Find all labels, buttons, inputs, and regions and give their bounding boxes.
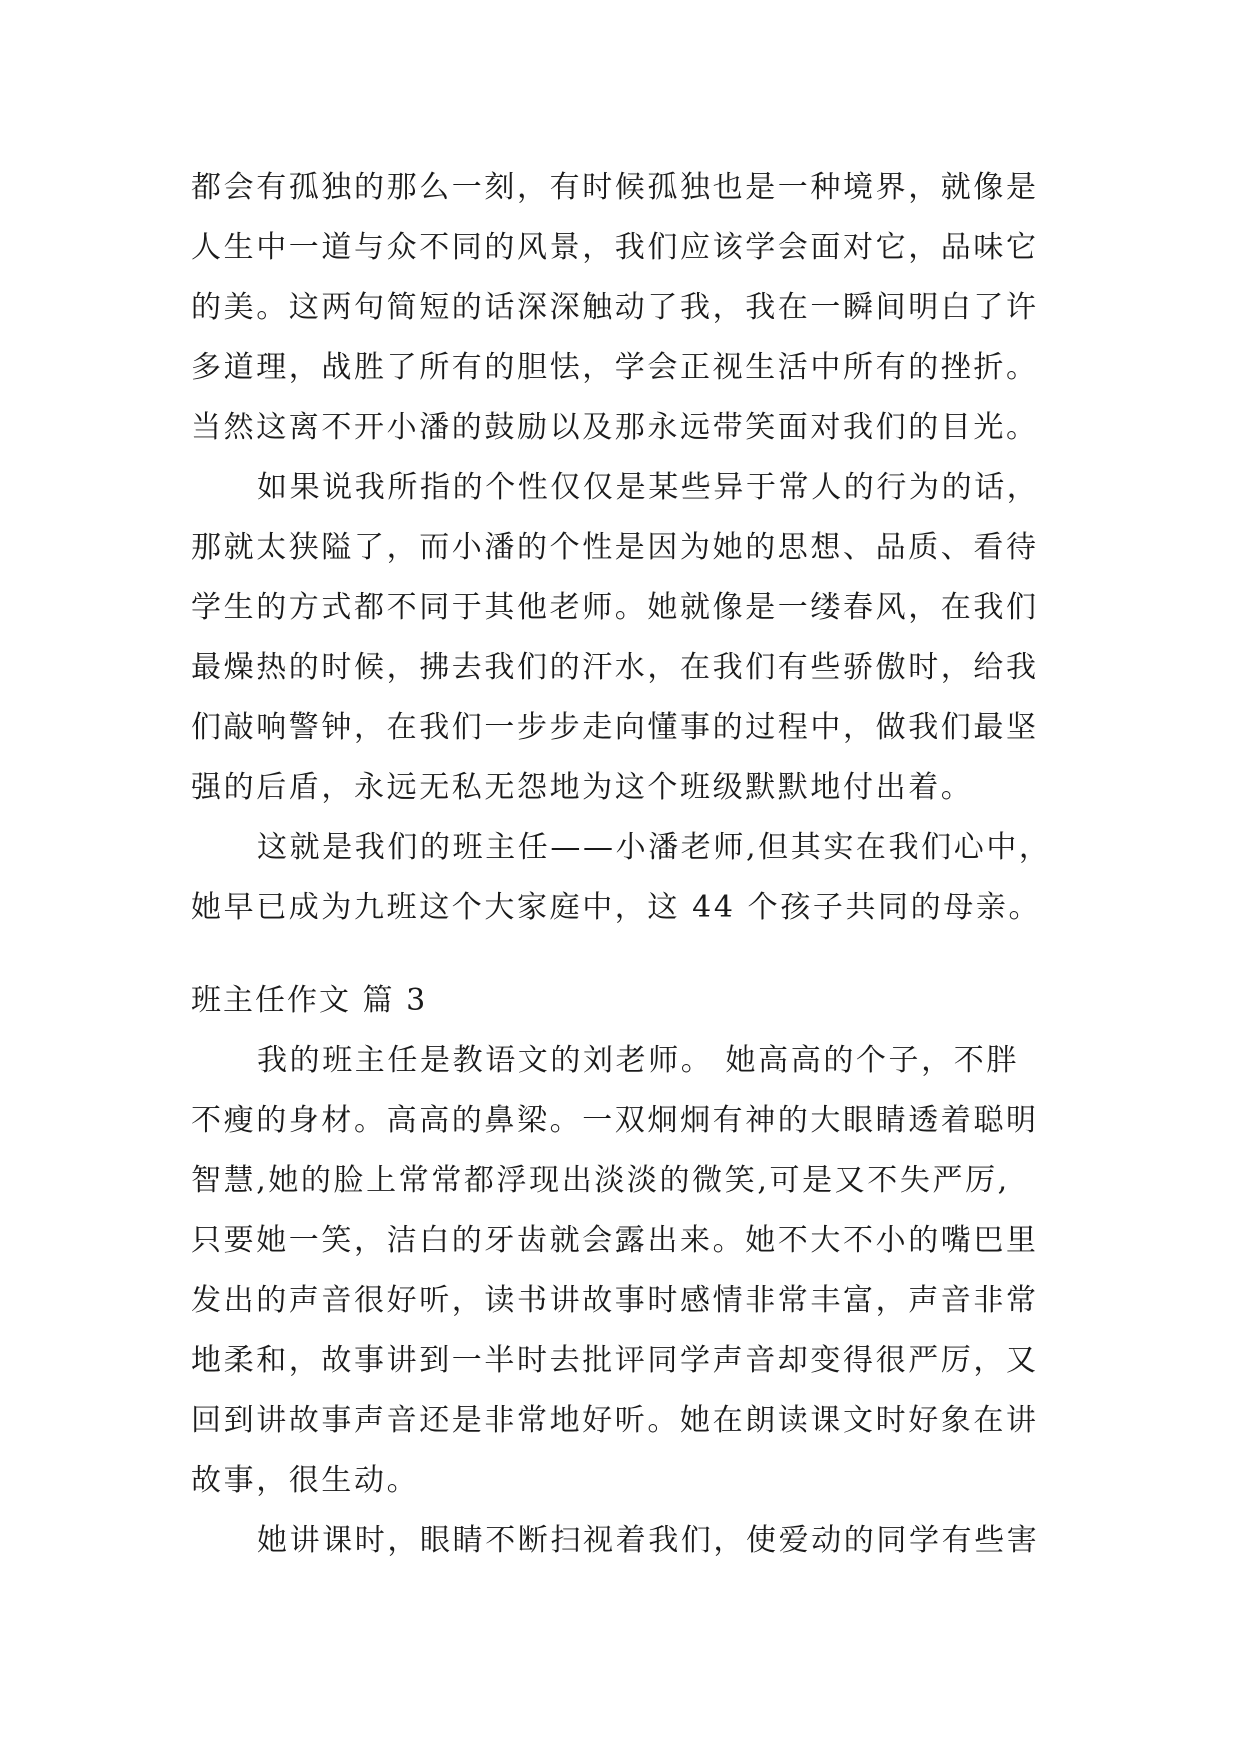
text-line: 都会有孤独的那么一刻，有时候孤独也是一种境界，就像是 [191,170,1039,205]
text-line: 人生中一道与众不同的风景，我们应该学会面对它，品味它 [191,230,1039,265]
text-line: 那就太狭隘了，而小潘的个性是因为她的思想、品质、看待 [191,530,1039,565]
paragraph-start-line: 她讲课时，眼睛不断扫视着我们，使爱动的同学有些害 [257,1523,1040,1558]
text-line: 最燥热的时候，拂去我们的汗水，在我们有些骄傲时，给我 [191,650,1039,685]
text-line: 当然这离不开小潘的鼓励以及那永远带笑面对我们的目光。 [191,410,1039,445]
paragraph-start-line: 这就是我们的班主任——小潘老师,但其实在我们心中， [257,830,1052,865]
text-line: 她早已成为九班这个大家庭中，这 44 个孩子共同的母亲。 [191,890,1042,925]
text-line: 们敲响警钟，在我们一步步走向懂事的过程中，做我们最坚 [191,710,1039,745]
paragraph-start-line: 我的班主任是教语文的刘老师。 她高高的个子，不胖 [257,1043,1019,1078]
text-line: 回到讲故事声音还是非常地好听。她在朗读课文时好象在讲 [191,1403,1039,1438]
text-line: 学生的方式都不同于其他老师。她就像是一缕春风，在我们 [191,590,1039,625]
paragraph-start-line: 如果说我所指的个性仅仅是某些异于常人的行为的话， [257,470,1040,505]
text-line: 故事，很生动。 [191,1463,420,1498]
text-line: 不瘦的身材。高高的鼻梁。一双炯炯有神的大眼睛透着聪明 [191,1103,1039,1138]
text-line: 只要她一笑，洁白的牙齿就会露出来。她不大不小的嘴巴里 [191,1223,1039,1258]
text-line: 智慧,她的脸上常常都浮现出淡淡的微笑,可是又不失严厉, [191,1163,1010,1198]
text-line: 地柔和，故事讲到一半时去批评同学声音却变得很严厉，又 [191,1343,1039,1378]
text-line: 发出的声音很好听，读书讲故事时感情非常丰富，声音非常 [191,1283,1039,1318]
text-line: 强的后盾，永远无私无怨地为这个班级默默地付出着。 [191,770,974,805]
text-line: 的美。这两句简短的话深深触动了我，我在一瞬间明白了许 [191,290,1039,325]
text-line: 多道理，战胜了所有的胆怯，学会正视生活中所有的挫折。 [191,350,1039,385]
section-heading: 班主任作文 篇 3 [191,983,428,1018]
